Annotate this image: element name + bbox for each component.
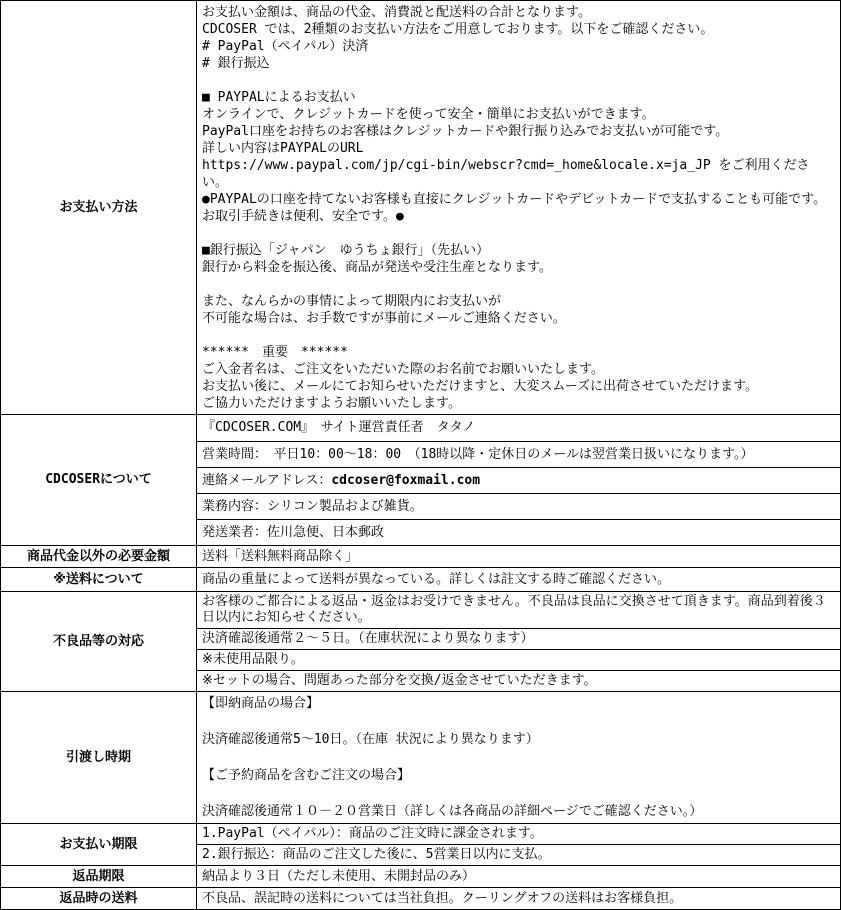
row-return-shipping [1, 887, 840, 909]
text-line: お取引手続きは便利、安全です。● [202, 209, 404, 224]
text-line: # PayPal（ペイパル）決済 [202, 39, 369, 54]
row-return-deadline [1, 865, 840, 887]
text-line: 詳しい内容はPAYPALのURL [202, 141, 364, 156]
text-line: 決済確認後通常１０－２０営業日（詳しくは各商品の詳細ページでご確認ください。） [202, 804, 703, 819]
payment-method-content [197, 1, 840, 414]
defective-policy-unused-only: ※未使用品限り。 [197, 649, 840, 670]
extra-fees-content: 送料「送料無料商品除く」 [202, 548, 359, 564]
about-business-hours: 営業時間： 平日10：00～18：00 （18時以降・定休日のメールは翌営業日扱いになります。） [197, 441, 840, 467]
row-header-payment-deadline: お支払い期限 [1, 824, 197, 865]
blank-line [202, 749, 835, 767]
text-line: PayPal口座をお持ちのお客様はクレジットカードや銀行振り込みでお支払いが可能です。 [202, 124, 729, 139]
text-line: ご入金者名は、ご注文をいただいた際のお名前でお願いいたします。 [202, 362, 604, 377]
blank-line [202, 785, 835, 803]
defective-policy-content [197, 592, 840, 691]
text-line: 【即納商品の場合】 [202, 696, 320, 711]
payment-deadline-content [197, 824, 840, 865]
row-header-defective-policy: 不良品等の対応 [1, 592, 197, 691]
shipping-note-content: 商品の重量によって送料が異なっている。詳しくは註文する時ご確認ください。 [202, 571, 671, 587]
delivery-time-content [197, 692, 840, 823]
text-line: オンラインで、クレジットカードを使って安全・簡単にお支払いができます。 [202, 107, 655, 122]
text-line: ●PAYPALの口座を持てないお客様も直接にクレジットカードやデビットカードで支払することも可能です。 [202, 192, 827, 207]
text-line: 決済確認後通常5～10日。（在庫 状況により異なります） [202, 732, 539, 747]
row-extra-fees [1, 545, 840, 567]
defective-policy-timing: 決済確認後通常２～５日。（在庫状況により異なります） [197, 628, 840, 649]
blank-line [202, 327, 835, 344]
about-business-type: 業務内容：シリコン製品および雑貨。 [197, 493, 840, 519]
row-defective-policy [1, 591, 840, 691]
paypal-url-text: https://www.paypal.com/jp/cgi-bin/webscr?cmd=_home&locale.x=ja_JP をご利用ください。 [202, 158, 810, 190]
blank-line [202, 276, 835, 293]
defective-policy-set-items: ※セットの場合、問題あった部分を交換/返金させていただきます。 [197, 670, 840, 691]
return-deadline-content: 納品より３日（ただし未使用、未開封品のみ） [202, 868, 476, 884]
about-content [197, 415, 840, 545]
text-line: CDCOSER では、2種類のお支払い方法をご用意しております。以下をご確認ください。 [202, 22, 714, 37]
row-header-shipping-note: ※送料について [1, 568, 197, 591]
text-line: 銀行から料金を振込後、商品が発送や受注生産となります。 [202, 260, 552, 275]
blank-line [202, 72, 835, 89]
text-line: 不可能な場合は、お手数ですが事前にメールご連絡ください。 [202, 311, 566, 326]
row-delivery-time [1, 691, 840, 823]
row-payment-method [1, 1, 840, 414]
row-shipping-note [1, 567, 840, 591]
text-line: また、なんらかの事情によって期限内にお支払いが [202, 294, 502, 309]
about-contact [197, 467, 840, 493]
row-header-return-deadline: 返品期限 [1, 866, 197, 887]
about-operator: 『CDCOSER.COM』 サイト運営責任者 タタノ [202, 420, 476, 435]
text-line: ■銀行振込「ジャパン ゆうちょ銀行」（先払い） [202, 243, 490, 258]
contact-label: 連絡メールアドレス： [202, 472, 332, 488]
text-line: # 銀行振込 [202, 56, 270, 71]
contact-email: cdcoser@foxmail.com [331, 472, 481, 488]
text-line: ご協力いただけますようお願いいたします。 [202, 396, 461, 411]
row-payment-deadline [1, 823, 840, 865]
text-line: お支払い後に、メールにてお知らせいただけますと、大変スムーズに出荷させていただけます。 [202, 379, 759, 394]
blank-line [202, 225, 835, 242]
row-header-about: CDCOSERについて [1, 415, 197, 545]
important-note-heading: ****** 重要 ****** [202, 345, 348, 360]
row-header-delivery-time: 引渡し時期 [1, 692, 197, 823]
row-about [1, 414, 840, 545]
return-shipping-content: 不良品、誤記時の送料については当社負担。クーリングオフの送料はお客様負担。 [202, 890, 683, 906]
row-header-return-shipping: 返品時の送料 [1, 888, 197, 909]
blank-line [202, 713, 835, 731]
payment-deadline-paypal: 1.PayPal（ペイパル）：商品のご注文時に課金されます。 [202, 826, 543, 841]
row-header-extra-fees: 商品代金以外の必要金額 [1, 546, 197, 567]
text-line: お支払い金額は、商品の代金、消費説と配送料の合計となります。 [202, 5, 591, 20]
defective-policy-rule: お客様のご都合による返品・返金はお受けできません。不良品は良品に交換させて頂きます。商品到着後３日以内にお知らせください。 [202, 594, 826, 625]
row-header-payment-method: お支払い方法 [1, 1, 197, 414]
text-line: 【ご予約商品を含むご注文の場合】 [202, 768, 411, 783]
payment-deadline-bank: 2.銀行振込：商品のご注文した後に、5営業日以内に支払。 [197, 844, 840, 865]
text-line: ■ PAYPALによるお支払い [202, 90, 356, 105]
about-shipping-carriers: 発送業者：佐川急便、日本郵政 [197, 519, 840, 545]
